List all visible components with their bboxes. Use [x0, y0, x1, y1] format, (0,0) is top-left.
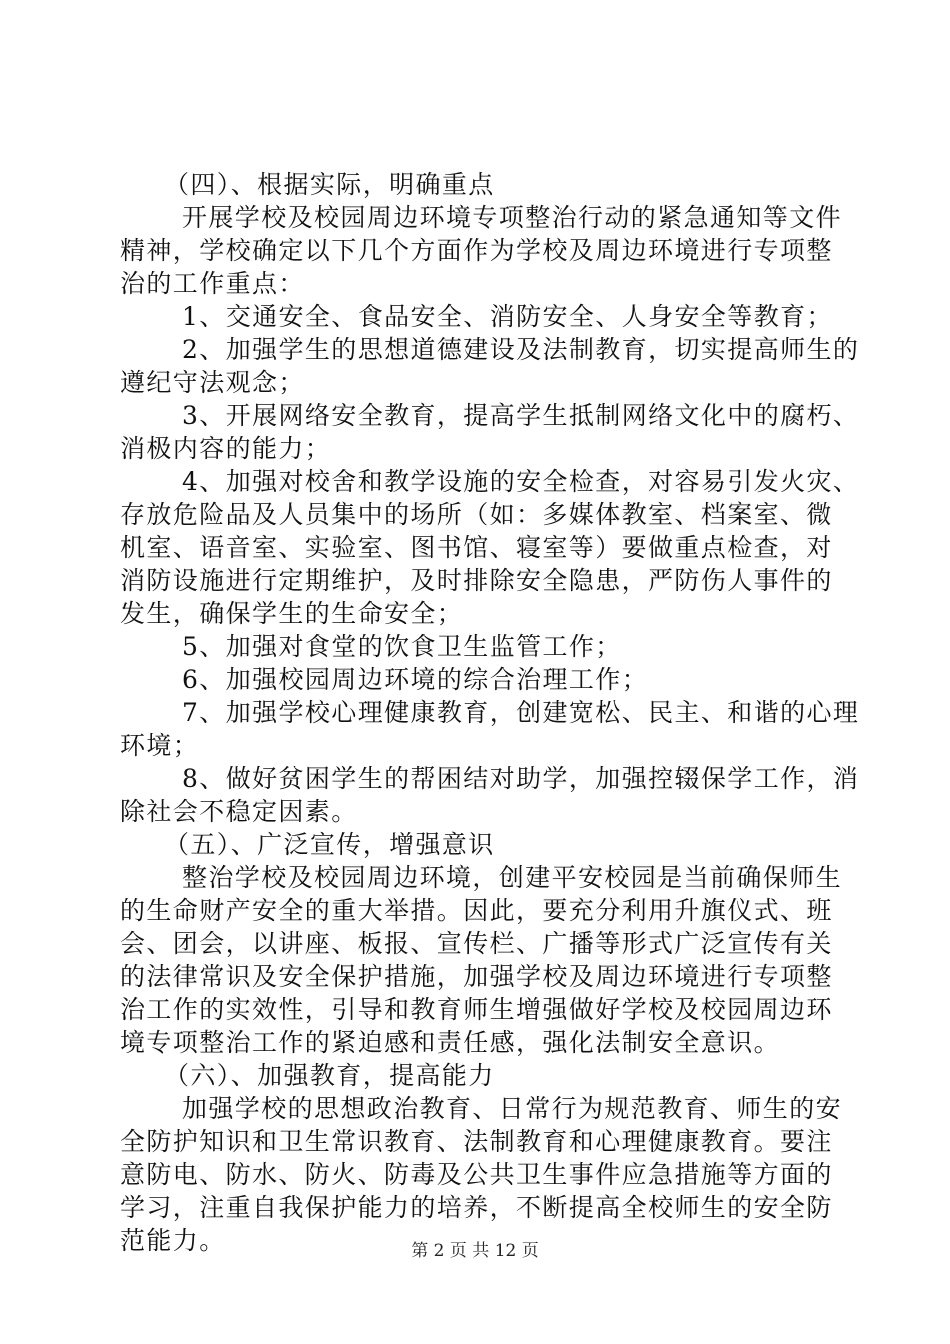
text-line: 发生，确保学生的生命安全； [120, 599, 464, 628]
text-line: 环境； [120, 731, 200, 760]
text-line: 的生命财产安全的重大举措。因此，要充分利用升旗仪式、班 [120, 896, 833, 925]
text-line: 机室、语音室、实验室、图书馆、寝室等）要做重点检查，对 [120, 533, 833, 562]
text-line: 治的工作重点： [120, 269, 305, 298]
text-line: 加强学校的思想政治教育、日常行为规范教育、师生的安 [182, 1094, 843, 1123]
text-line: 精神，学校确定以下几个方面作为学校及周边环境进行专项整 [120, 236, 833, 265]
text-line: 存放危险品及人员集中的场所（如：多媒体教室、档案室、微 [120, 500, 833, 529]
page-number-footer: 第 2 页 共 12 页 [411, 1241, 539, 1261]
text-line: 除社会不稳定因素。 [120, 797, 358, 826]
text-line: 境专项整治工作的紧迫感和责任感，强化法制安全意识。 [120, 1028, 781, 1057]
text-line: 整治学校及校园周边环境，创建平安校园是当前确保师生 [182, 863, 843, 892]
text-line: 开展学校及校园周边环境专项整治行动的紧急通知等文件 [182, 203, 843, 232]
text-line: 6、加强校园周边环境的综合治理工作； [182, 665, 649, 694]
text-line: 8、做好贫困学生的帮困结对助学，加强控辍保学工作，消 [182, 764, 860, 793]
text-line: 消防设施进行定期维护，及时排除安全隐患，严防伤人事件的 [120, 566, 833, 595]
document-body [120, 168, 860, 1257]
text-line: 全防护知识和卫生常识教育、法制教育和心理健康教育。要注 [120, 1127, 833, 1156]
text-line: 会、团会，以讲座、板报、宣传栏、广播等形式广泛宣传有关 [120, 929, 833, 958]
text-line: （六）、加强教育，提高能力 [164, 1061, 495, 1090]
text-line: 遵纪守法观念； [120, 368, 305, 397]
text-line: 1、交通安全、食品安全、消防安全、人身安全等教育； [182, 302, 833, 331]
text-line: 5、加强对食堂的饮食卫生监管工作； [182, 632, 622, 661]
text-line: 4、加强对校舍和教学设施的安全检查，对容易引发火灾、 [182, 467, 860, 496]
text-line: （五）、广泛宣传，增强意识 [164, 830, 495, 859]
text-line: 范能力。 [120, 1226, 226, 1255]
text-line: 消极内容的能力； [120, 434, 332, 463]
text-line: 的法律常识及安全保护措施，加强学校及周边环境进行专项整 [120, 962, 833, 991]
text-line: 治工作的实效性，引导和教育师生增强做好学校及校园周边环 [120, 995, 833, 1024]
text-line: 3、开展网络安全教育，提高学生抵制网络文化中的腐朽、 [182, 401, 860, 430]
text-line: 学习，注重自我保护能力的培养，不断提高全校师生的安全防 [120, 1193, 833, 1222]
text-line: （四）、根据实际，明确重点 [164, 170, 495, 199]
text-line: 7、加强学校心理健康教育，创建宽松、民主、和谐的心理 [182, 698, 860, 727]
text-line: 意防电、防水、防火、防毒及公共卫生事件应急措施等方面的 [120, 1160, 833, 1189]
text-line: 2、加强学生的思想道德建设及法制教育，切实提高师生的 [182, 335, 860, 364]
